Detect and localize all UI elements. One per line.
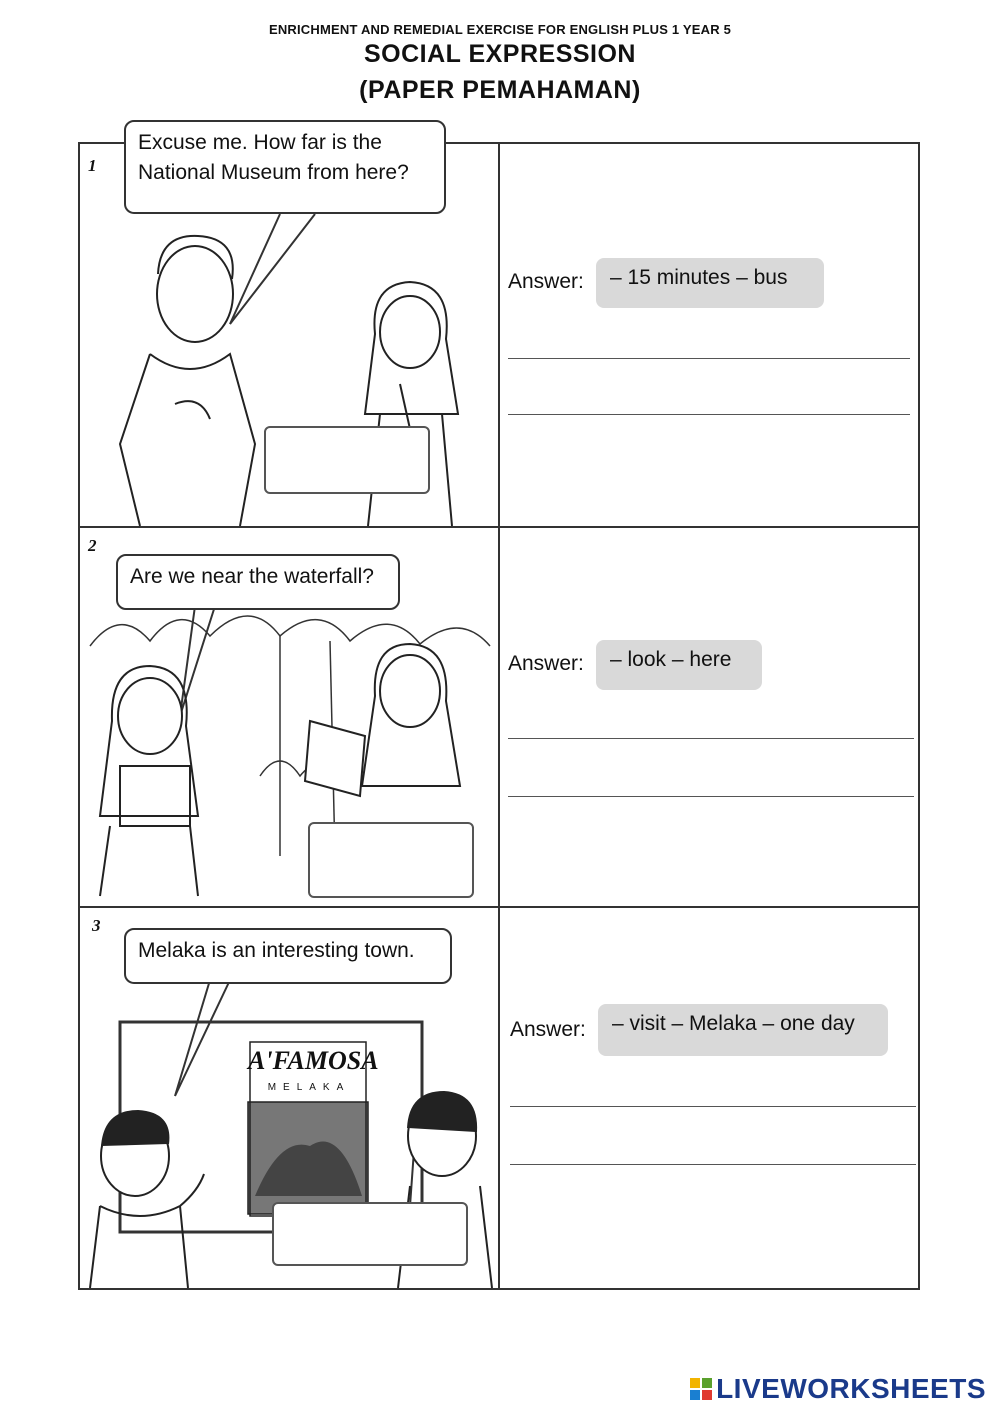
question-1 (80, 131, 918, 526)
speech-bubble: Excuse me. How far is the National Museum from here? (124, 120, 446, 214)
reply-bubble-input[interactable] (272, 1202, 468, 1266)
answer-hint: – visit – Melaka – one day (598, 1004, 888, 1056)
speech-bubble: Melaka is an interesting town. (124, 928, 452, 984)
poster-subtitle: MELAKA (267, 1082, 351, 1093)
liveworksheets-logo (690, 1373, 986, 1405)
poster-title: A'FAMOSA (248, 1046, 379, 1075)
reply-bubble-input[interactable] (264, 426, 430, 494)
question-3 (80, 906, 918, 1288)
answer-hint: – look – here (596, 640, 762, 690)
answer-label: Answer: (510, 1018, 586, 1041)
question-number: 1 (88, 156, 97, 175)
answer-line[interactable] (510, 1164, 916, 1165)
question-2 (80, 526, 918, 906)
answer-line[interactable] (508, 738, 914, 739)
speech-bubble: Are we near the waterfall? (116, 554, 400, 610)
answer-label: Answer: (508, 652, 584, 675)
answer-line[interactable] (508, 358, 910, 359)
answer-hint: – 15 minutes – bus (596, 258, 824, 308)
exercise-grid (78, 131, 920, 1290)
liveworksheets-brand: LIVEWORKSHEETS (716, 1373, 986, 1404)
liveworksheets-icon (690, 1378, 712, 1400)
reply-bubble-input[interactable] (308, 822, 474, 898)
question-number: 3 (92, 916, 101, 935)
answer-line[interactable] (508, 414, 910, 415)
question-number: 2 (88, 536, 97, 555)
answer-line[interactable] (508, 796, 914, 797)
answer-label: Answer: (508, 270, 584, 293)
answer-line[interactable] (510, 1106, 916, 1107)
worksheet-title-paper: (PAPER PEMAHAMAN) (359, 76, 641, 104)
worksheet-subtitle: ENRICHMENT AND REMEDIAL EXERCISE FOR ENGLISH PLUS 1 YEAR 5 (268, 22, 732, 37)
worksheet-title: SOCIAL EXPRESSION (364, 40, 636, 68)
